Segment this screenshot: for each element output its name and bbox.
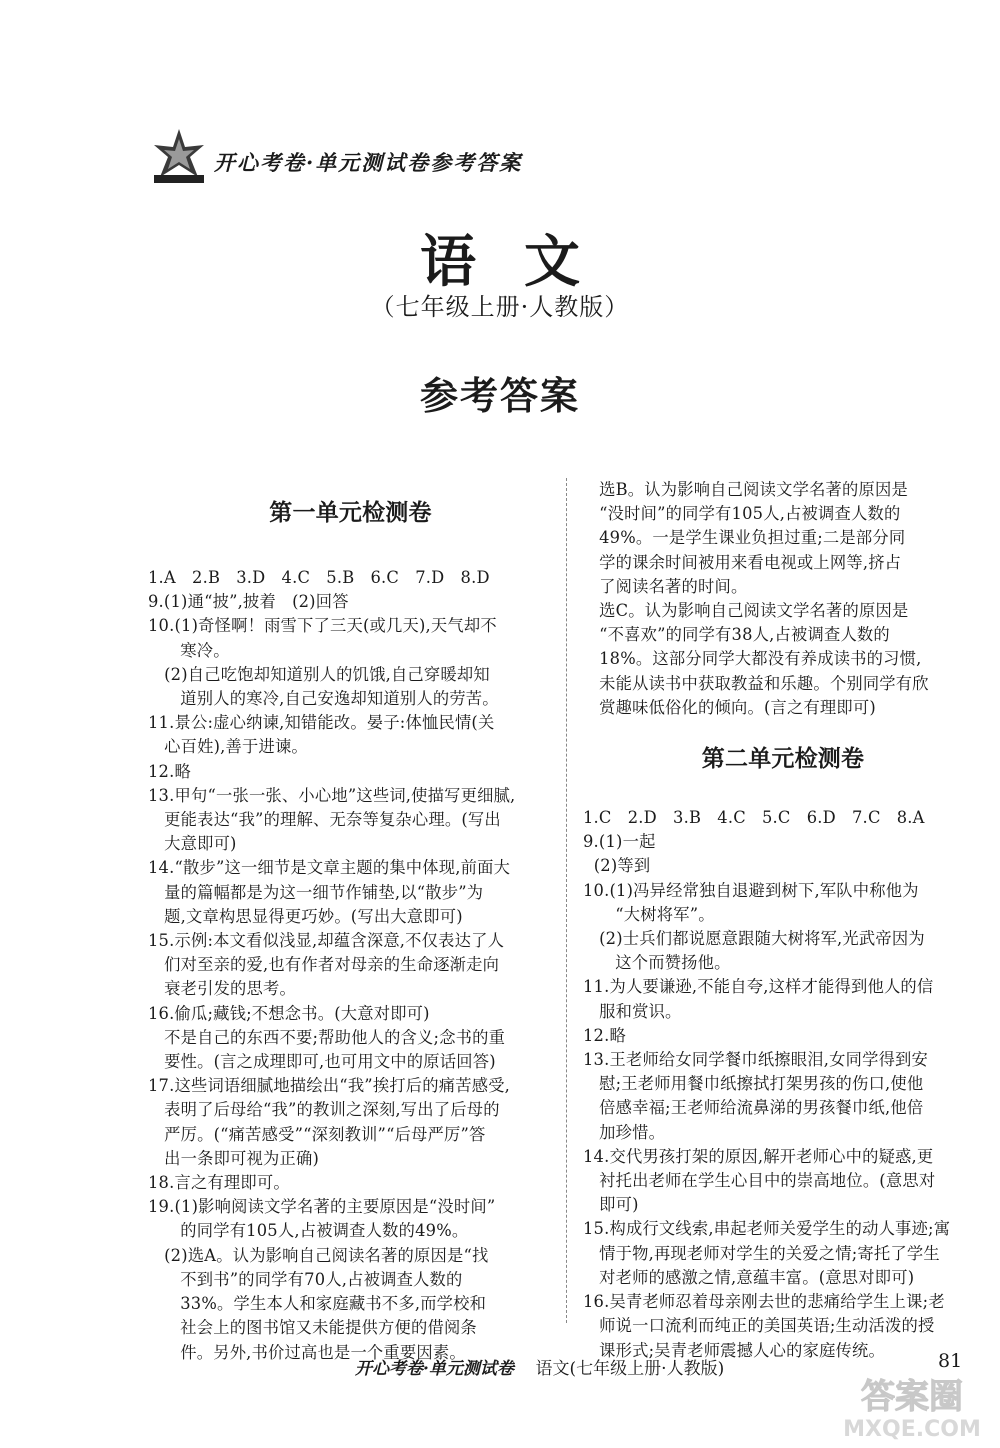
answer-line: 社会上的图书馆又未能提供方便的借阅条 [148,1318,477,1338]
right-answer-list-bottom [583,806,983,1363]
answer-line: 了阅读名著的时间。 [583,576,748,596]
answer-line: 33%。学生本人和家庭藏书不多,而学校和 [148,1294,487,1314]
answer-line: 情于物,再现老师对学生的关爱之情;寄托了学生 [583,1243,940,1263]
column-divider [566,478,567,1323]
answer-line: 题,文章构思显得更巧妙。(写出大意即可) [148,906,463,926]
answer-line: “大树将军”。 [583,904,715,924]
answer-line: 11.为人要谦逊,不能自夸,这样才能得到他人的信 [583,977,934,997]
subject-title: 语文 [420,229,628,295]
watermark-url: MXQE.COM [843,1417,981,1442]
answer-line: (2)选A。认为影响自己阅读名著的原因是“找 [148,1245,489,1265]
answer-line: 15.构成行文线索,串起老师关爱学生的动人事迹;寓 [583,1219,951,1239]
answer-line: 13.王老师给女同学餐巾纸擦眼泪,女同学得到安 [583,1050,929,1070]
answer-line: 16.吴青老师忍着母亲刚去世的悲痛给学生上课;老 [583,1292,945,1312]
answer-line: 不到书”的同学有70人,占被调查人数的 [148,1269,463,1289]
answer-line: 16.偷瓜;藏钱;不想念书。(大意对即可) [148,1003,430,1023]
answer-line: 量的篇幅都是为这一细节作铺垫,以“散步”为 [148,882,484,902]
answer-line: 寒冷。 [148,640,230,660]
right-answer-list-top [583,478,983,720]
answer-line: 加珍惜。 [583,1122,666,1142]
answer-line: (2)士兵们都说愿意跟随大树将军,光武帝因为 [583,929,925,949]
answer-line: 更能表达“我”的理解、无奈等复杂心理。(写出 [148,810,501,830]
answer-line: 倍感幸福;王老师给流鼻涕的男孩餐巾纸,他倍 [583,1098,924,1118]
answer-line: 14.“散步”这一细节是文章主题的集中体现,前面大 [148,858,511,878]
answer-line: 17.这些词语细腻地描绘出“我”挨打后的痛苦感受, [148,1076,511,1096]
answer-line: 1.A 2.B 3.D 4.C 5.B 6.C 7.D 8.D [148,568,490,587]
answer-line: 这个而赞扬他。 [583,953,731,973]
answer-line: 师说一口流利而纯正的美国英语;生动活泼的授 [583,1316,935,1336]
answer-line: 9.(1)一起 [583,832,656,852]
answer-line: 要性。(言之成理即可,也可用文中的原话回答) [148,1052,496,1072]
answer-line: 13.甲句“一张一张、小心地”这些词,使描写更细腻, [148,785,516,805]
answer-line: 心百姓),善于进谏。 [148,737,308,757]
answer-line: “没时间”的同学有105人,占被调查人数的 [583,504,901,524]
watermark-text: 答案圈 [861,1377,963,1417]
answer-line: 18.言之有理即可。 [148,1173,290,1193]
answer-line: 10.(1)冯异经常独自退避到树下,军队中称他为 [583,880,919,900]
answer-line: (2)自己吃饱却知道别人的饥饿,自己穿暖却知 [148,664,490,684]
answer-line: 未能从读书中获取教益和乐趣。个别同学有欣 [583,673,929,693]
answer-line: 15.示例:本文看似浅显,却蕴含深意,不仅表达了人 [148,931,505,951]
answer-line: 慰;王老师用餐巾纸擦拭打架男孩的伤口,使他 [583,1074,924,1094]
answer-line: 12.略 [148,761,191,781]
answer-line: 道别人的寒冷,自己安逸却知道别人的劳苦。 [148,689,499,709]
answer-line: 1.C 2.D 3.B 4.C 5.C 6.D 7.C 8.A [583,808,925,828]
answer-line: 们对至亲的爱,也有作者对母亲的生命逐渐走向 [148,955,500,975]
page-number: 81 [938,1350,963,1372]
answer-line: 出一条即可视为正确) [148,1148,320,1168]
answer-line: 14.交代男孩打架的原因,解开老师心中的疑惑,更 [583,1146,934,1166]
logo-icon [148,125,210,187]
answer-line: “不喜欢”的同学有38人,占被调查人数的 [583,625,890,645]
answer-line: 11.景公:虚心纳谏,知错能改。晏子:体恤民情(关 [148,713,495,733]
section-title-unit-1: 第一单元检测卷 [269,500,432,526]
left-column [148,498,553,1365]
header-title: 开心考卷·单元测试卷参考答案 [214,150,523,175]
answer-line: 9.(1)通“披”,披着 (2)回答 [148,592,349,612]
answer-line: 严厉。(“痛苦感受”“深刻教训”“后母严厉”答 [148,1124,486,1144]
answer-heading: 参考答案 [419,373,580,418]
answer-line: 赏趣味低俗化的倾向。(言之有理即可) [583,697,876,717]
answer-line: 衰老引发的思考。 [148,979,296,999]
answer-line: 49%。一是学生课业负担过重;二是部分同 [583,528,906,548]
answer-line: 12.略 [583,1025,626,1045]
answer-line: 选C。认为影响自己阅读文学名著的原因是 [583,601,909,621]
answer-line: 件。另外,书价过高也是一个重要因素。 [148,1342,466,1362]
answer-line: 表明了后母给“我”的教训之深刻,写出了后母的 [148,1100,500,1120]
answer-line: 选B。认为影响自己阅读文学名著的原因是 [583,480,908,499]
answer-line: 衬托出老师在学生心目中的崇高地位。(意思对 [583,1171,936,1191]
answer-line: 即可) [583,1195,639,1215]
answer-line: 10.(1)奇怪啊！雨雪下了三天(或几天),天气却不 [148,616,497,636]
answer-line: 对老师的感激之情,意蕴丰富。(意思对即可) [583,1267,915,1287]
answer-line: 18%。这部分同学大都没有养成读书的习惯, [583,649,922,669]
answer-line: 学的课余时间被用来看电视或上网等,挤占 [583,552,902,572]
answer-line: 大意即可) [148,834,237,854]
footer-series: 开心考卷·单元测试卷 [355,1359,514,1379]
footer-book: 语文(七年级上册·人教版) [535,1359,725,1379]
answer-line: 不是自己的东西不要;帮助他人的含义;念书的重 [148,1027,506,1047]
footer [355,1354,724,1379]
answer-line: (2)等到 [583,856,651,876]
grade-subtitle: （七年级上册·人教版） [370,293,630,321]
section-title-unit-2: 第二单元检测卷 [701,746,865,773]
answer-line: 19.(1)影响阅读文学名著的主要原因是“没时间” [148,1197,496,1217]
right-column [583,478,983,1363]
left-answer-list [148,566,553,1365]
answer-line: 服和赏识。 [583,1001,682,1021]
answer-line: 的同学有105人,占被调查人数的49%。 [148,1221,469,1241]
answer-line: 课形式;吴青老师震撼人心的家庭传统。 [583,1340,885,1360]
watermark-logo [830,1370,995,1442]
